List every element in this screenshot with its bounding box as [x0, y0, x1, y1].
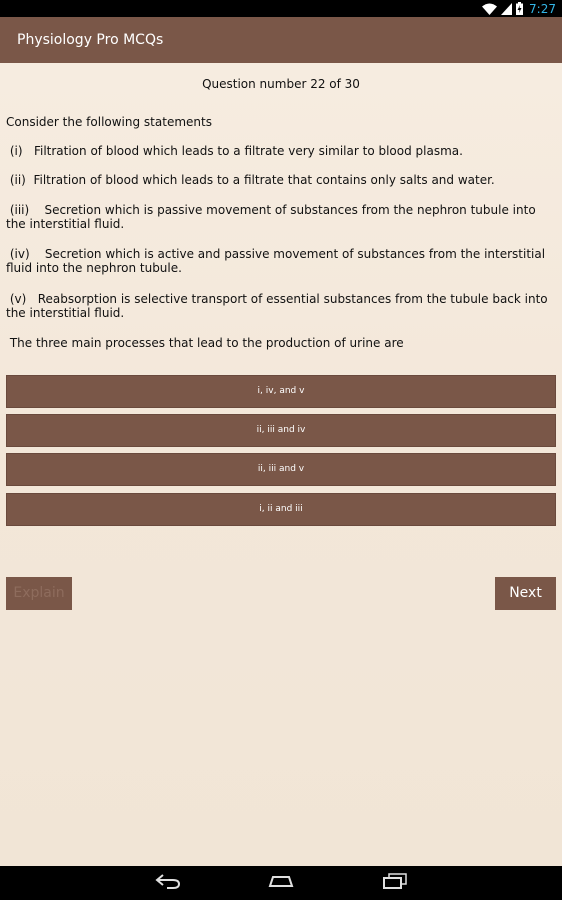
clock: 7:27	[529, 1, 556, 16]
recent-apps-icon	[382, 873, 408, 894]
next-button[interactable]: Next	[495, 577, 556, 610]
status-icons	[482, 1, 556, 16]
explain-button[interactable]: Explain	[6, 577, 72, 610]
back-icon	[155, 873, 181, 894]
home-button[interactable]	[256, 866, 306, 900]
battery-icon	[516, 2, 523, 15]
statement-ii: (ii) Filtration of blood which leads to a filtrate that contains only salts and water.	[6, 173, 495, 187]
status-bar	[0, 0, 562, 17]
option-button-2[interactable]: ii, iii and iv	[6, 414, 556, 447]
option-button-1[interactable]: i, iv, and v	[6, 375, 556, 408]
recent-apps-button[interactable]	[370, 866, 420, 900]
navigation-bar	[0, 866, 562, 900]
question-intro: Consider the following statements	[6, 115, 212, 129]
option-button-3[interactable]: ii, iii and v	[6, 453, 556, 486]
signal-icon	[501, 3, 512, 15]
statement-i: (i) Filtration of blood which leads to a filtrate very similar to blood plasma.	[6, 144, 463, 158]
home-icon	[268, 874, 294, 893]
wifi-icon	[482, 3, 497, 15]
statement-v: (v) Reabsorption is selective transport of essential substances from the tubule back into the interstitial fluid.	[6, 292, 552, 320]
statement-iii: (iii) Secretion which is passive movement of substances from the nephron tubule into the interstitial fluid.	[6, 203, 540, 231]
statement-iv: (iv) Secretion which is active and passive movement of substances from the interstitial fluid into the nephron tubule.	[6, 247, 549, 275]
question-content	[0, 63, 562, 866]
option-button-4[interactable]: i, ii and iii	[6, 493, 556, 526]
question-number: Question number 22 of 30	[202, 77, 360, 91]
back-button[interactable]	[143, 866, 193, 900]
action-bar	[0, 17, 562, 63]
question-prompt: The three main processes that lead to the production of urine are	[6, 336, 404, 350]
app-title: Physiology Pro MCQs	[17, 32, 164, 48]
